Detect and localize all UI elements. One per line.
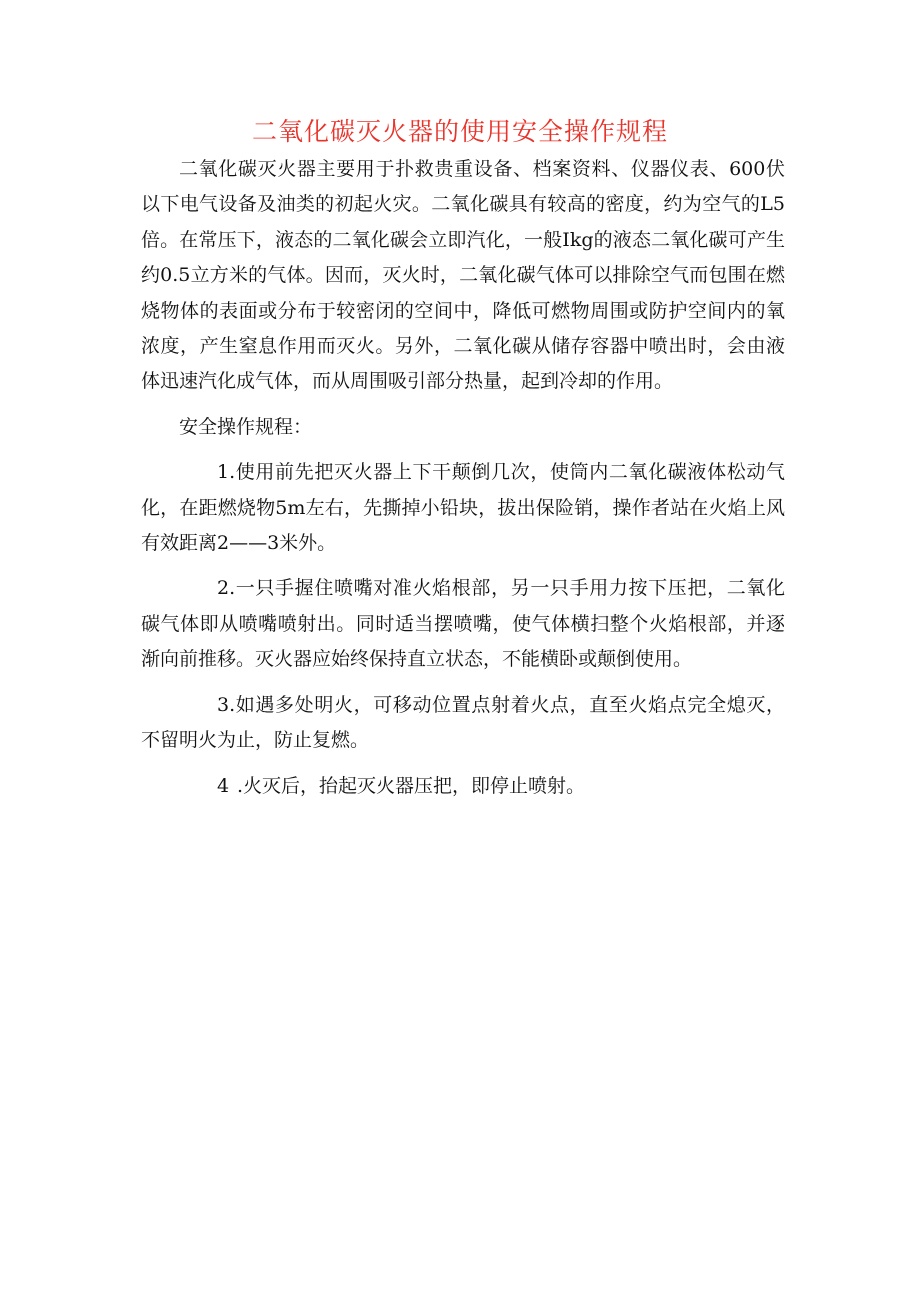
paragraph-gap	[141, 561, 785, 571]
step-3	[141, 688, 785, 759]
document-body	[141, 152, 785, 804]
paragraph-gap	[141, 400, 785, 410]
intro-paragraph: 二氧化碳灭火器主要用于扑救贵重设备、档案资料、仪器仪表、600伏以下电气设备及油类的初起火灾。二氧化碳具有较高的密度，约为空气的L5倍。在常压下，液态的二氧化碳会立即汽化，一般Ikg的液态二氧化碳可产生约0.5立方米的气体。因而，灭火时，二氧化碳气体可以排除空气而包围在燃烧物体的表面或分布于较密闭的空间中，降低可燃物周围或防护空间内的氧浓度，产生窒息作用而灭火。另外，二氧化碳从储存容器中喷出时，会由液体迅速汽化成气体，而从周围吸引部分热量，起到冷却的作用。	[141, 158, 785, 393]
step-2	[141, 571, 785, 677]
step-text: 使用前先把灭火器上下干颠倒几次，使筒内二氧化碳液体松动气化，在距燃烧物5m左右，先撕掉小铅块，拔出保险销，操作者站在火焰上风有效距离2——3米外。	[141, 461, 785, 555]
step-number: 3	[217, 693, 230, 716]
step-text: .火灭后，抬起灭火器压把，即停止喷射。	[237, 774, 586, 797]
step-number: 2	[217, 577, 230, 600]
step-1	[141, 455, 785, 561]
step-number: 4	[217, 774, 230, 797]
step-text: .如遇多处明火，可移动位置点射着火点，直至火焰点完全熄灭，不留明火为止，防止复燃。	[141, 693, 785, 752]
rules-heading: 安全操作规程：	[179, 415, 313, 438]
step-4	[141, 769, 785, 804]
document-title: 二氧化碳灭火器的使用安全操作规程	[251, 117, 668, 146]
paragraph-gap	[141, 759, 785, 769]
step-text: .一只手握住喷嘴对准火焰根部，另一只手用力按下压把，二氧化碳气体即从喷嘴喷射出。同时适当摆喷嘴，使气体横扫整个火焰根部，并逐渐向前推移。灭火器应始终保持直立状态，不能横卧或颠倒使用。	[141, 577, 785, 671]
paragraph-gap	[141, 678, 785, 688]
paragraph-gap	[141, 445, 785, 455]
step-number: 1.	[217, 461, 236, 484]
